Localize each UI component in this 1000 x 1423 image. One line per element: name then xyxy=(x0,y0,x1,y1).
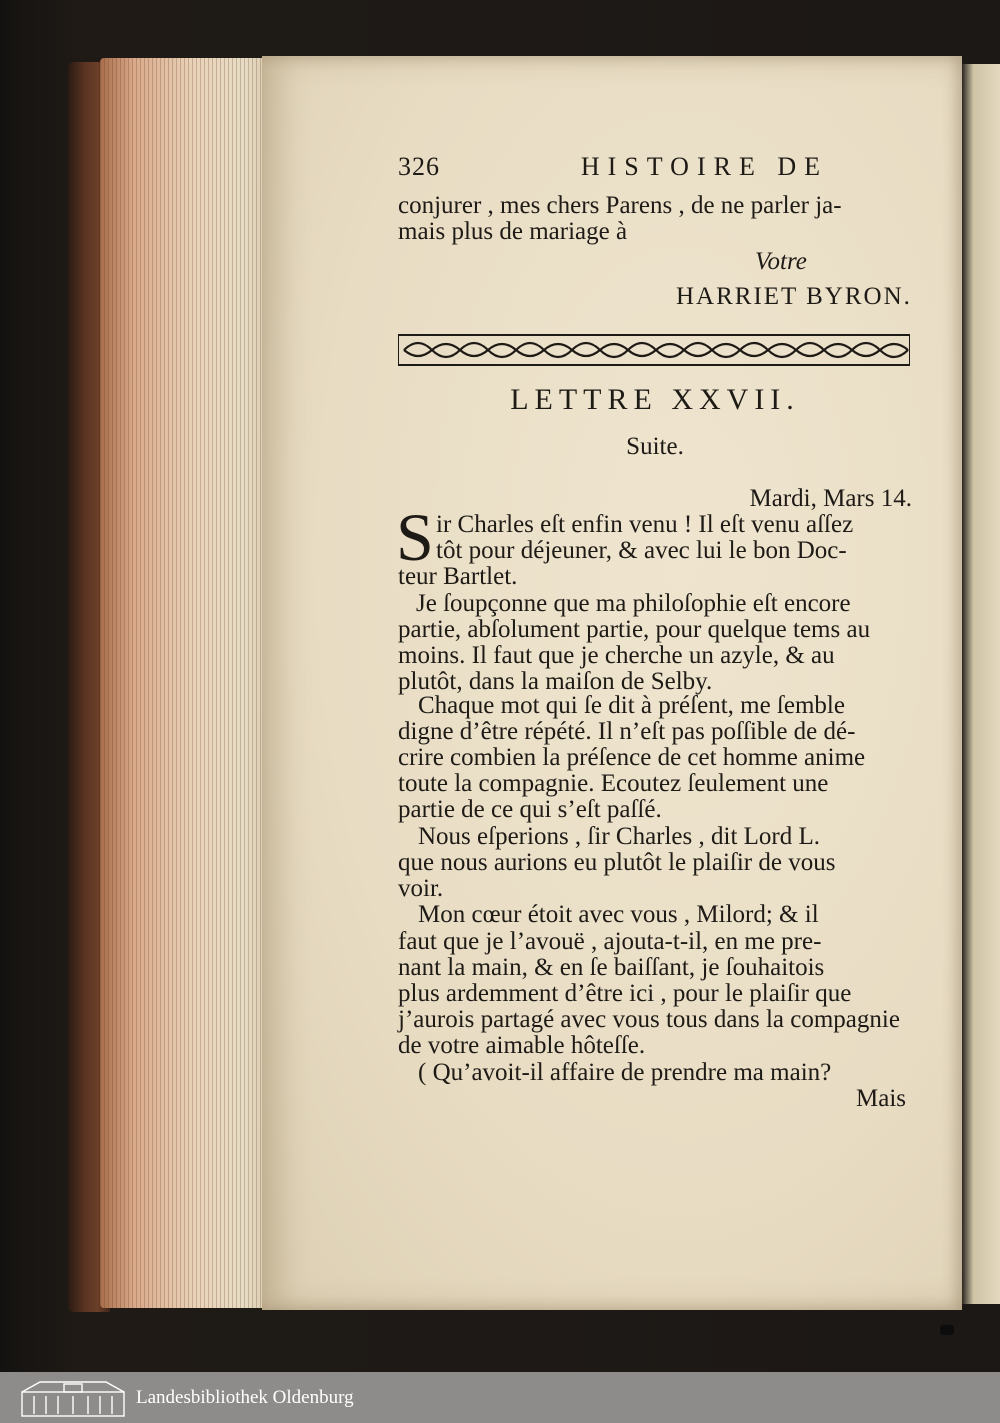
body-line: nant la main, & en ſe baiſſant, je ſouhaitois xyxy=(398,954,825,981)
body-line: moins. Il faut que je cherche un azyle, & au xyxy=(398,642,835,669)
body-line: faut que je l’avouë , ajouta-t-il, en me pre- xyxy=(398,928,822,955)
library-name: Landesbibliothek Oldenburg xyxy=(136,1387,354,1408)
body-line: toute la compagnie. Ecoutez ſeulement une xyxy=(398,770,829,797)
body-line: tôt pour déjeuner, & avec lui le bon Doc- xyxy=(436,537,847,564)
catchword: Mais xyxy=(856,1085,906,1112)
body-line: plus ardemment d’être ici , pour le plaiſir que xyxy=(398,980,852,1007)
body-line: Chaque mot qui ſe dit à préſent, me ſemble xyxy=(418,692,845,719)
facing-page-edge xyxy=(962,64,1000,1304)
body-line: ir Charles eſt enfin venu ! Il eſt venu aſſez xyxy=(436,511,854,538)
body-line: digne d’être répété. Il n’eſt pas poſſible de dé- xyxy=(398,718,856,745)
ornament-band xyxy=(398,333,910,367)
running-head-title: HISTOIRE DE xyxy=(580,152,828,181)
letter-subtitle: Suite. xyxy=(626,433,684,460)
body-line: teur Bartlet. xyxy=(398,563,518,590)
footer-bar xyxy=(0,1372,1000,1423)
body-line: j’aurois partagé avec vous tous dans la compagnie xyxy=(398,1006,900,1033)
closing-word: Votre xyxy=(755,248,807,275)
page-edges xyxy=(100,58,270,1308)
text-line: mais plus de mariage à xyxy=(398,218,628,245)
text-line: conjurer , mes chers Parens , de ne parler ja- xyxy=(398,192,842,219)
page-number: 326 xyxy=(398,152,440,181)
body-line: Nous eſperions , ſir Charles , dit Lord L. xyxy=(418,823,821,850)
drop-cap: S xyxy=(396,499,434,575)
body-line: que nous aurions eu plutôt le plaiſir de vous xyxy=(398,849,836,876)
body-line: de votre aimable hôteſſe. xyxy=(398,1032,646,1059)
library-building-icon xyxy=(20,1378,126,1418)
running-head xyxy=(398,152,828,182)
body-line: voir. xyxy=(398,875,444,902)
body-line: partie de ce qui s’eſt paſſé. xyxy=(398,796,662,823)
body-line: ( Qu’avoit-il affaire de prendre ma main? xyxy=(418,1059,832,1086)
body-line: Je ſoupçonne que ma philoſophie eſt encore xyxy=(416,590,851,617)
date-line: Mardi, Mars 14. xyxy=(749,485,912,512)
signature: HARRIET BYRON. xyxy=(676,283,912,310)
body-line: Mon cœur étoit avec vous , Milord; & il xyxy=(418,901,819,928)
body-line: crire combien la préſence de cet homme anime xyxy=(398,744,866,771)
book-clasp xyxy=(940,1325,954,1335)
letter-title: LETTRE XXVII. xyxy=(510,383,800,416)
body-line: partie, abſolument partie, pour quelque tems au xyxy=(398,616,871,643)
body-line: plutôt, dans la maiſon de Selby. xyxy=(398,668,713,695)
